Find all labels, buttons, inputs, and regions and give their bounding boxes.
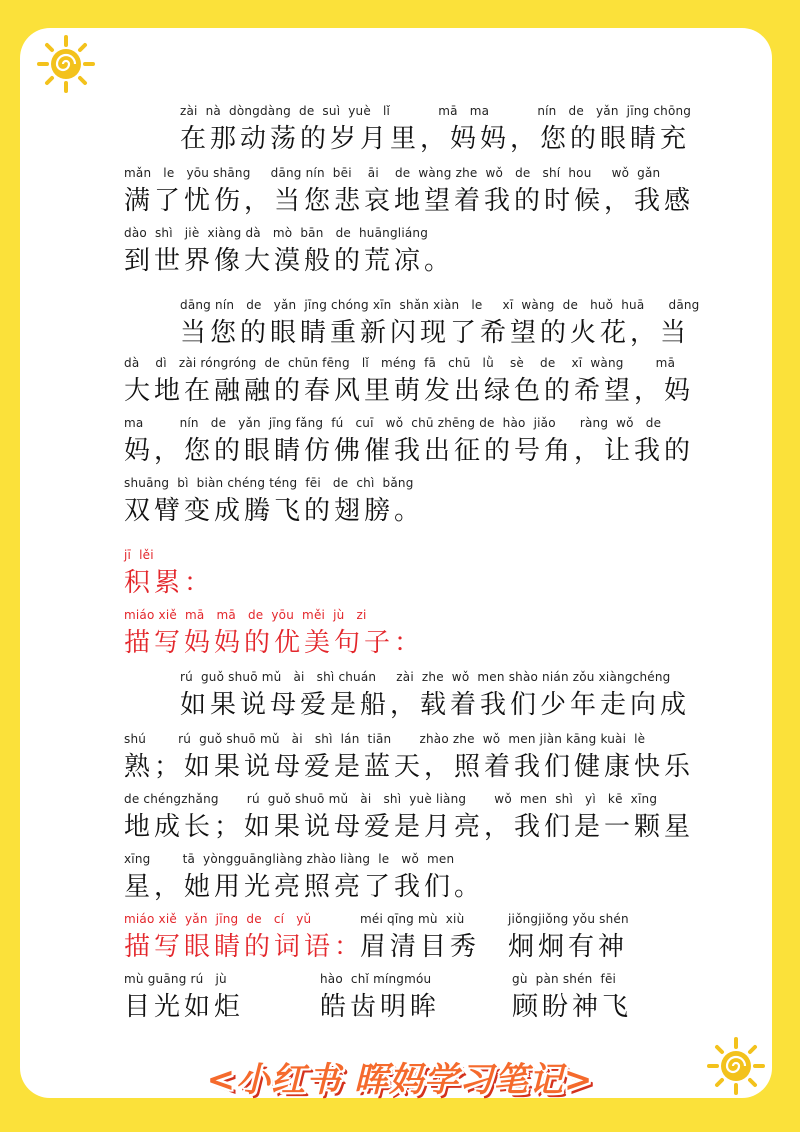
word-text: 顾盼神飞 — [512, 992, 633, 1022]
pinyin: dào shì jiè xiàng dà mò bān de huāngliáng — [124, 226, 429, 240]
heading-text: 积累： — [124, 568, 215, 598]
pinyin: shuāng bì biàn chéng téng fēi de chì bǎng — [124, 476, 414, 490]
pinyin: mǎn le yōu shāng dāng nín bēi āi de wàng zhe wǒ de shí hou wǒ gǎn — [124, 166, 661, 180]
hanzi-text: 在那动荡的岁月里，妈妈，您的眼睛充 — [180, 124, 691, 154]
hanzi-text: 大地在融融的春风里萌发出绿色的希望，妈 — [124, 376, 695, 406]
hanzi-text: 当您的眼睛重新闪现了希望的火花，当 — [180, 318, 691, 348]
heading-text: 描写妈妈的优美句子： — [124, 628, 425, 658]
hanzi-text: 满了忧伤，当您悲哀地望着我的时候，我感 — [124, 186, 695, 216]
pinyin: ma nín de yǎn jīng fǎng fú cuī wǒ chū zhēng de hào jiǎo ràng wǒ de — [124, 416, 662, 430]
hanzi-text: 到世界像大漠般的荒凉。 — [124, 246, 455, 276]
word-text: 眉清目秀 — [360, 932, 481, 962]
pinyin: jī lěi — [124, 548, 154, 562]
pinyin: dāng nín de yǎn jīng chóng xīn shǎn xiàn le xī wàng de huǒ huā dāng — [180, 298, 700, 312]
pinyin: dà dì zài róngróng de chūn fēng lǐ méng fā chū lǜ sè de xī wàng mā — [124, 356, 676, 370]
sun-icon — [36, 34, 96, 94]
word-text: 目光如炬 — [124, 992, 245, 1022]
word-text: 皓齿明眸 — [320, 992, 441, 1022]
pinyin: mù guāng rú jù — [124, 972, 227, 986]
pinyin: hào chǐ míngmóu — [320, 972, 432, 986]
hanzi-text: 熟；如果说母爱是蓝天，照着我们健康快乐 — [124, 752, 695, 782]
pinyin: gù pàn shén fēi — [512, 972, 617, 986]
hanzi-text: 妈，您的眼睛仿佛催我出征的号角，让我的 — [124, 436, 695, 466]
hanzi-text: 星，她用光亮照亮了我们。 — [124, 872, 485, 902]
pinyin: rú guǒ shuō mǔ ài shì chuán zài zhe wǒ men shào nián zǒu xiàngchéng — [180, 670, 671, 684]
hanzi-text: 地成长；如果说母爱是月亮，我们是一颗星 — [124, 812, 695, 842]
hanzi-text: 如果说母爱是船，载着我们少年走向成 — [180, 690, 691, 720]
pinyin: miáo xiě mā mā de yōu měi jù zi — [124, 608, 367, 622]
word-text: 炯炯有神 — [508, 932, 629, 962]
pinyin: de chéngzhǎng rú guǒ shuō mǔ ài shì yuè liàng wǒ men shì yì kē xīng — [124, 792, 658, 806]
heading-text: 描写眼睛的词语： — [124, 932, 365, 962]
pinyin: shú rú guǒ shuō mǔ ài shì lán tiān zhào zhe wǒ men jiàn kāng kuài lè — [124, 732, 646, 746]
pinyin: méi qīng mù xiù — [360, 912, 465, 926]
pinyin: xīng tā yòngguāngliàng zhào liàng le wǒ men — [124, 852, 455, 866]
pinyin: miáo xiě yǎn jīng de cí yǔ — [124, 912, 312, 926]
pinyin: zài nà dòngdàng de suì yuè lǐ mā ma nín de yǎn jīng chōng — [180, 104, 692, 118]
footer-title: <小红书 晖妈学习笔记> — [206, 1060, 594, 1100]
pinyin: jiǒngjiǒng yǒu shén — [508, 912, 629, 926]
hanzi-text: 双臂变成腾飞的翅膀。 — [124, 496, 425, 526]
